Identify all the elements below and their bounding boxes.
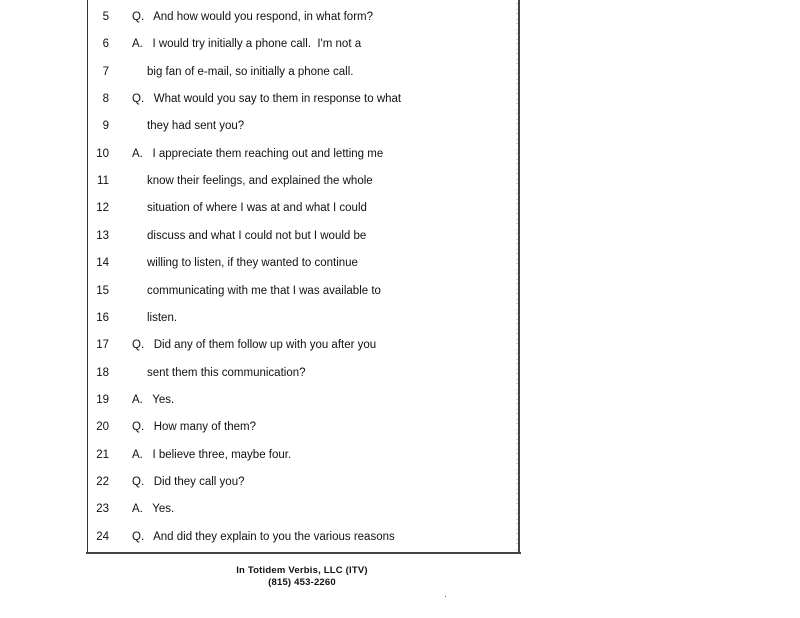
line-text: listen. (147, 311, 178, 324)
line-text: Q. How many of them? (132, 421, 256, 434)
transcript-line (0, 529, 520, 545)
line-number: 24 (96, 530, 109, 543)
line-text: A. I would try initially a phone call. I'm not a (132, 38, 362, 51)
footer-phone: (815) 453-2260 (268, 577, 336, 588)
transcript-page (85, 0, 519, 553)
line-number: 16 (96, 311, 109, 324)
page-footer (85, 565, 519, 589)
line-text: big fan of e-mail, so initially a phone call. (147, 65, 354, 78)
transcript-line (0, 36, 520, 52)
line-number: 17 (96, 339, 109, 352)
line-text: A. Yes. (132, 393, 175, 406)
line-text: Q. What would you say to them in response to what (132, 93, 402, 106)
line-text: willing to listen, if they wanted to continue (147, 257, 358, 270)
transcript-line (0, 419, 520, 435)
line-text: know their feelings, and explained the whole (147, 175, 373, 188)
line-text: A. I appreciate them reaching out and letting me (132, 147, 384, 160)
line-text: discuss and what I could not but I would be (147, 229, 367, 242)
line-text: they had sent you? (147, 120, 245, 133)
line-number: 19 (96, 393, 109, 406)
line-number: 20 (96, 421, 109, 434)
line-number: 6 (102, 38, 109, 51)
line-number: 21 (96, 448, 109, 461)
transcript-line (0, 200, 520, 216)
transcript-line (0, 447, 520, 463)
line-number: 10 (96, 147, 109, 160)
line-number: 23 (96, 503, 109, 516)
line-text: A. I believe three, maybe four. (132, 448, 292, 461)
line-text: Q. And how would you respond, in what form? (132, 11, 373, 23)
transcript-line (0, 91, 520, 107)
transcript-line (0, 365, 520, 381)
transcript-line (0, 173, 520, 189)
line-number: 7 (102, 65, 109, 78)
line-text: Q. Did they call you? (132, 475, 245, 488)
line-text: communicating with me that I was available to (147, 284, 381, 297)
line-number: 15 (96, 284, 109, 297)
line-text: situation of where I was at and what I could (147, 202, 367, 215)
transcript-line (0, 228, 520, 244)
line-number: 14 (96, 257, 109, 270)
transcript-line (0, 337, 520, 353)
line-number: 9 (102, 120, 109, 133)
transcript-line (0, 64, 520, 80)
transcript-line (0, 255, 520, 271)
transcript-line (0, 392, 520, 408)
line-text: A. Yes. (132, 503, 175, 516)
line-number: 11 (97, 175, 109, 188)
line-text: Q. Did any of them follow up with you after you (132, 339, 377, 352)
scan-speck (445, 596, 446, 597)
line-number: 13 (96, 229, 109, 242)
line-number: 5 (102, 11, 109, 23)
bottom-border-rule (86, 552, 521, 554)
line-text: Q. And did they explain to you the various reasons (132, 530, 395, 543)
right-border-rule (518, 0, 520, 553)
line-number: 22 (96, 475, 109, 488)
line-number: 12 (96, 202, 109, 215)
transcript-line (0, 146, 520, 162)
transcript-line (0, 9, 520, 25)
line-number: 18 (96, 366, 109, 379)
transcript-line (0, 118, 520, 134)
left-margin-rule (87, 0, 88, 553)
transcript-line (0, 310, 520, 326)
transcript-line (0, 501, 520, 517)
transcript-line (0, 283, 520, 299)
footer-company: In Totidem Verbis, LLC (ITV) (236, 565, 368, 576)
transcript-line (0, 474, 520, 490)
line-text: sent them this communication? (147, 366, 306, 379)
line-number: 8 (102, 93, 109, 106)
